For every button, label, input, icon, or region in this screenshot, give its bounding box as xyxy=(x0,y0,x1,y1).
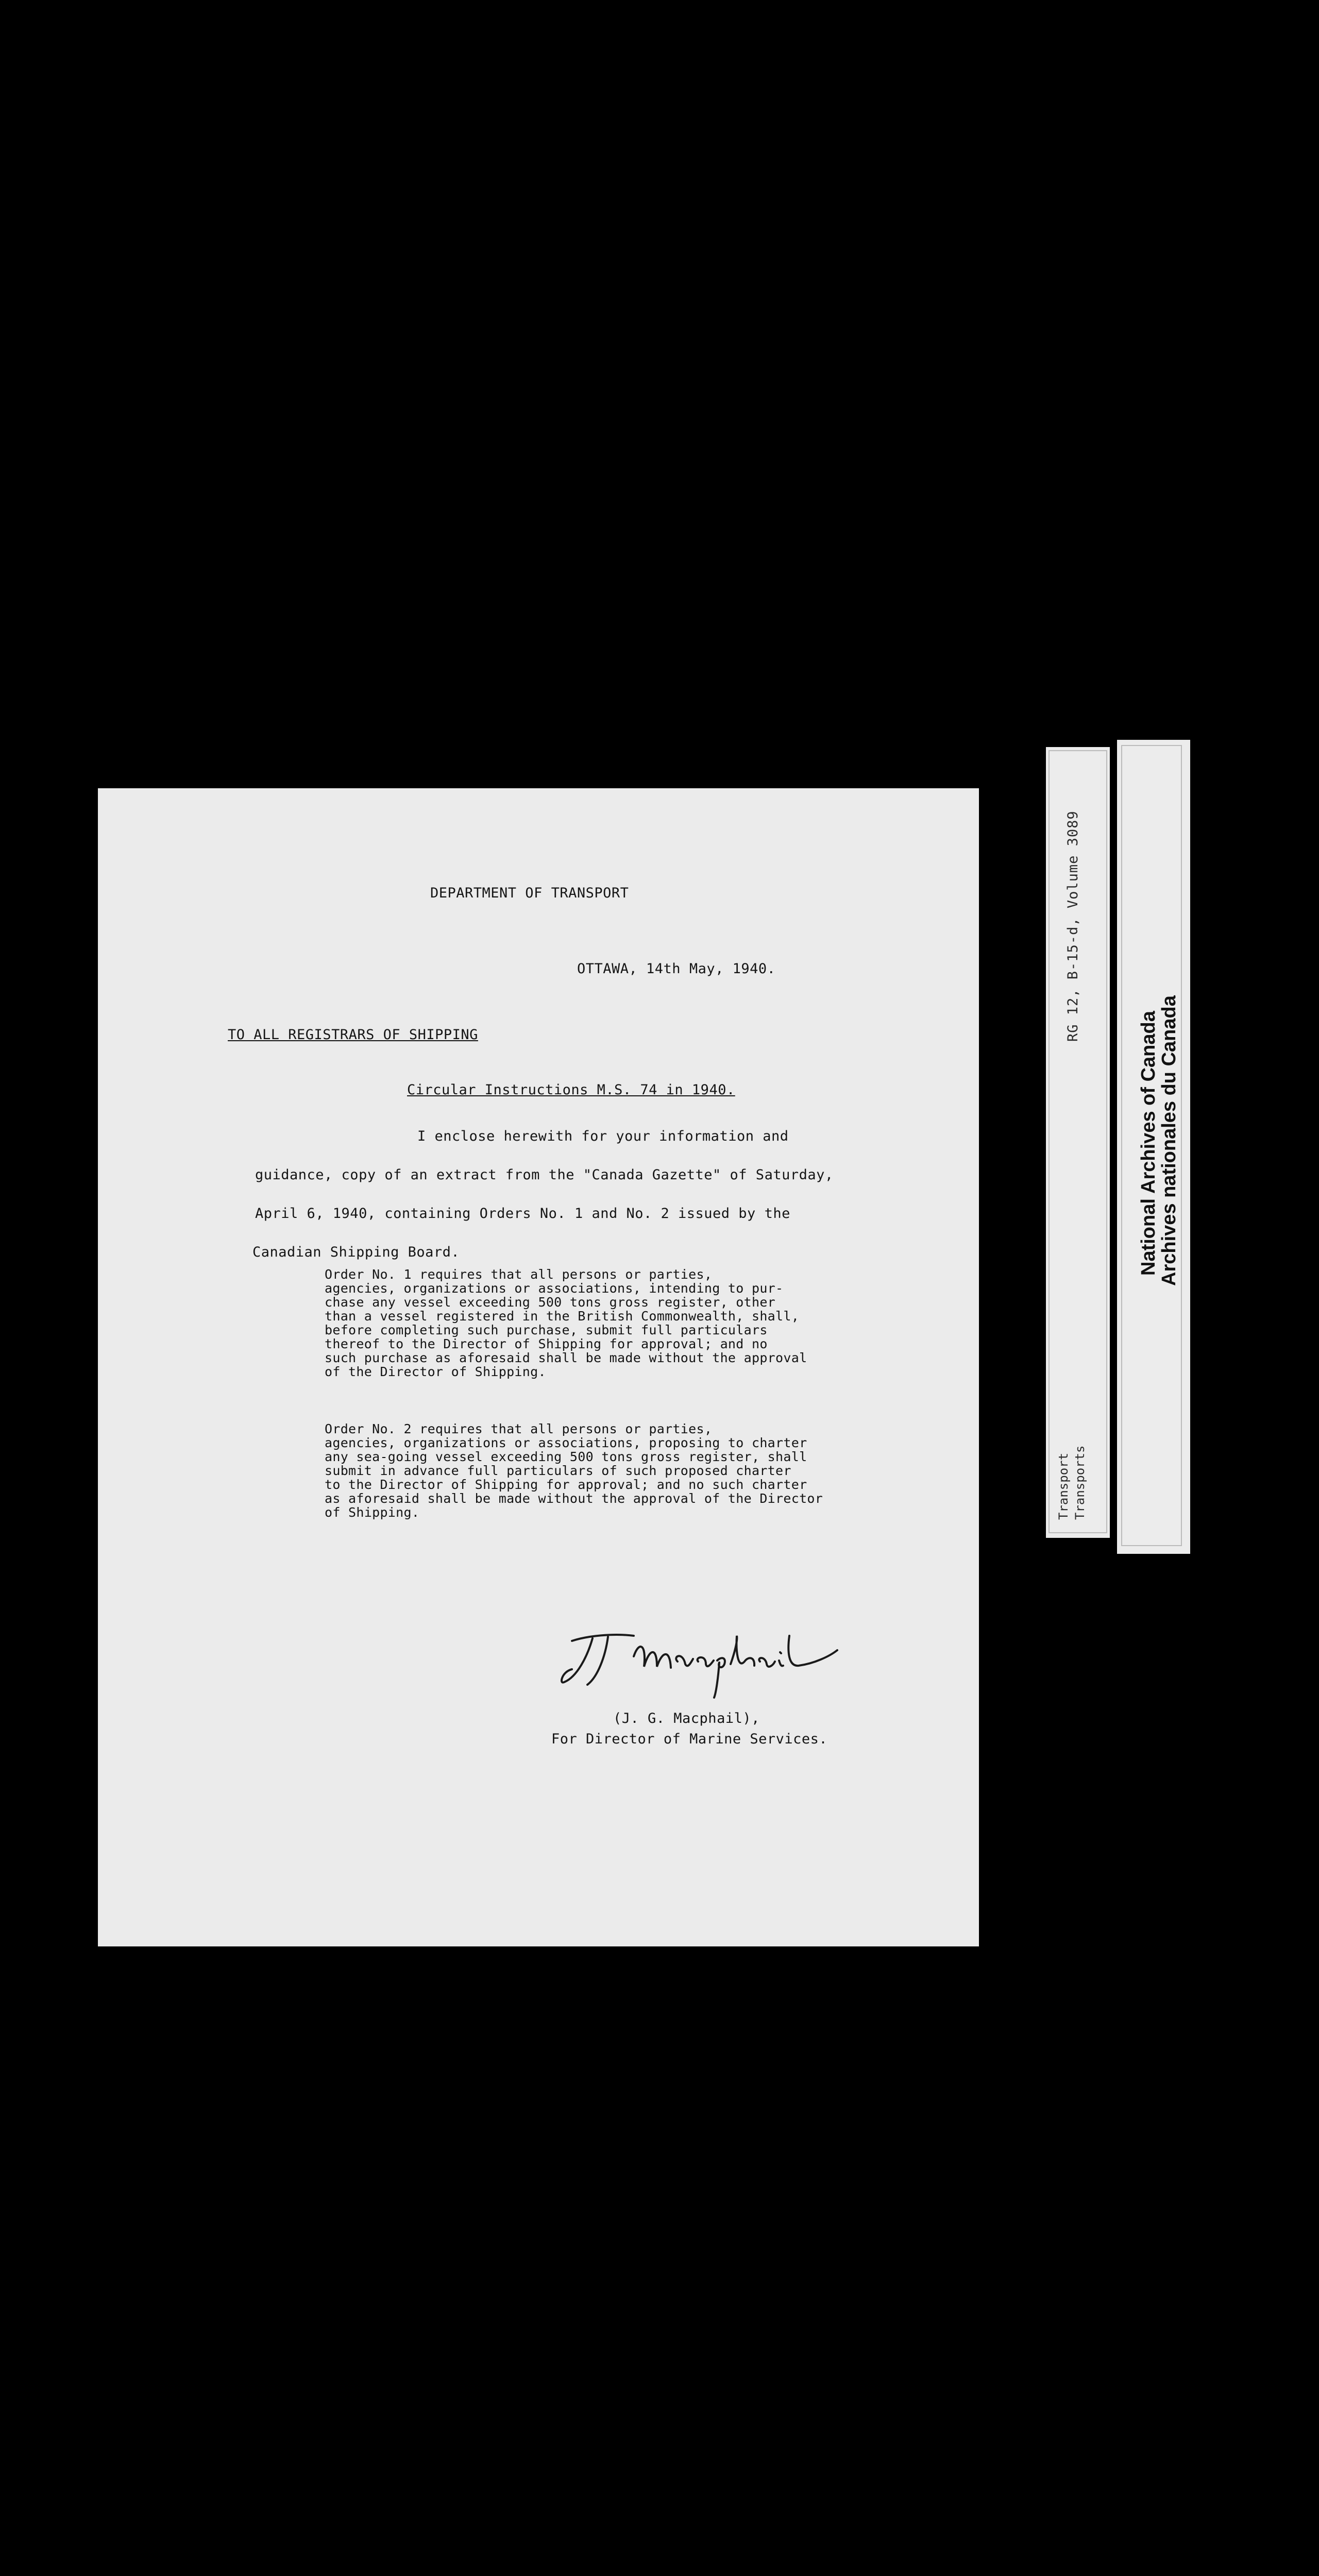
handwritten-signature xyxy=(556,1620,845,1703)
signatory-title: For Director of Marine Services. xyxy=(551,1731,828,1747)
order-1-paragraph: Order No. 1 requires that all persons or parties, agencies, organizations or associations, intending to pur- chase any vessel exceeding 500 tons gross register, other than a vessel registered in the British Commonwealth, shall, before completing such purchase, submit full particulars thereof to the Director of Shipping for approval; and no such purchase as aforesaid shall be made without the approval of the Director of Shipping. xyxy=(325,1267,807,1379)
fonds-french: Transports xyxy=(1073,1445,1087,1520)
archive-label-strip xyxy=(1117,740,1190,1554)
letter-page xyxy=(98,788,979,1946)
intro-line-3: April 6, 1940, containing Orders No. 1 and No. 2 issued by the xyxy=(255,1206,790,1222)
order-2-paragraph: Order No. 2 requires that all persons or parties, agencies, organizations or associations, proposing to charter any sea-going vessel exceeding 500 tons gross register, shall submit in advance full particulars of such proposed charter to the Director of Shipping for approval; and no such charter as aforesaid shall be made without the approval of the Director of Shipping. xyxy=(325,1421,823,1520)
subject-line: Circular Instructions M.S. 74 in 1940. xyxy=(407,1082,735,1098)
addressee: TO ALL REGISTRARS OF SHIPPING xyxy=(228,1027,478,1043)
intro-line-4: Canadian Shipping Board. xyxy=(252,1244,460,1260)
archive-name-english: National Archives of Canada xyxy=(1138,1011,1159,1276)
department-heading: DEPARTMENT OF TRANSPORT xyxy=(430,885,629,901)
place-date: OTTAWA, 14th May, 1940. xyxy=(577,961,776,977)
archive-name-french: Archives nationales du Canada xyxy=(1158,995,1180,1286)
signatory-name: (J. G. Macphail), xyxy=(613,1710,760,1726)
intro-line-1: I enclose herewith for your information and xyxy=(417,1128,789,1144)
fonds-english: Transport xyxy=(1056,1452,1071,1520)
archive-reference-strip xyxy=(1046,747,1110,1538)
intro-line-2: guidance, copy of an extract from the "Canada Gazette" of Saturday, xyxy=(255,1167,834,1183)
archive-reference: RG 12, B-15-d, Volume 3089 xyxy=(1065,810,1081,1042)
